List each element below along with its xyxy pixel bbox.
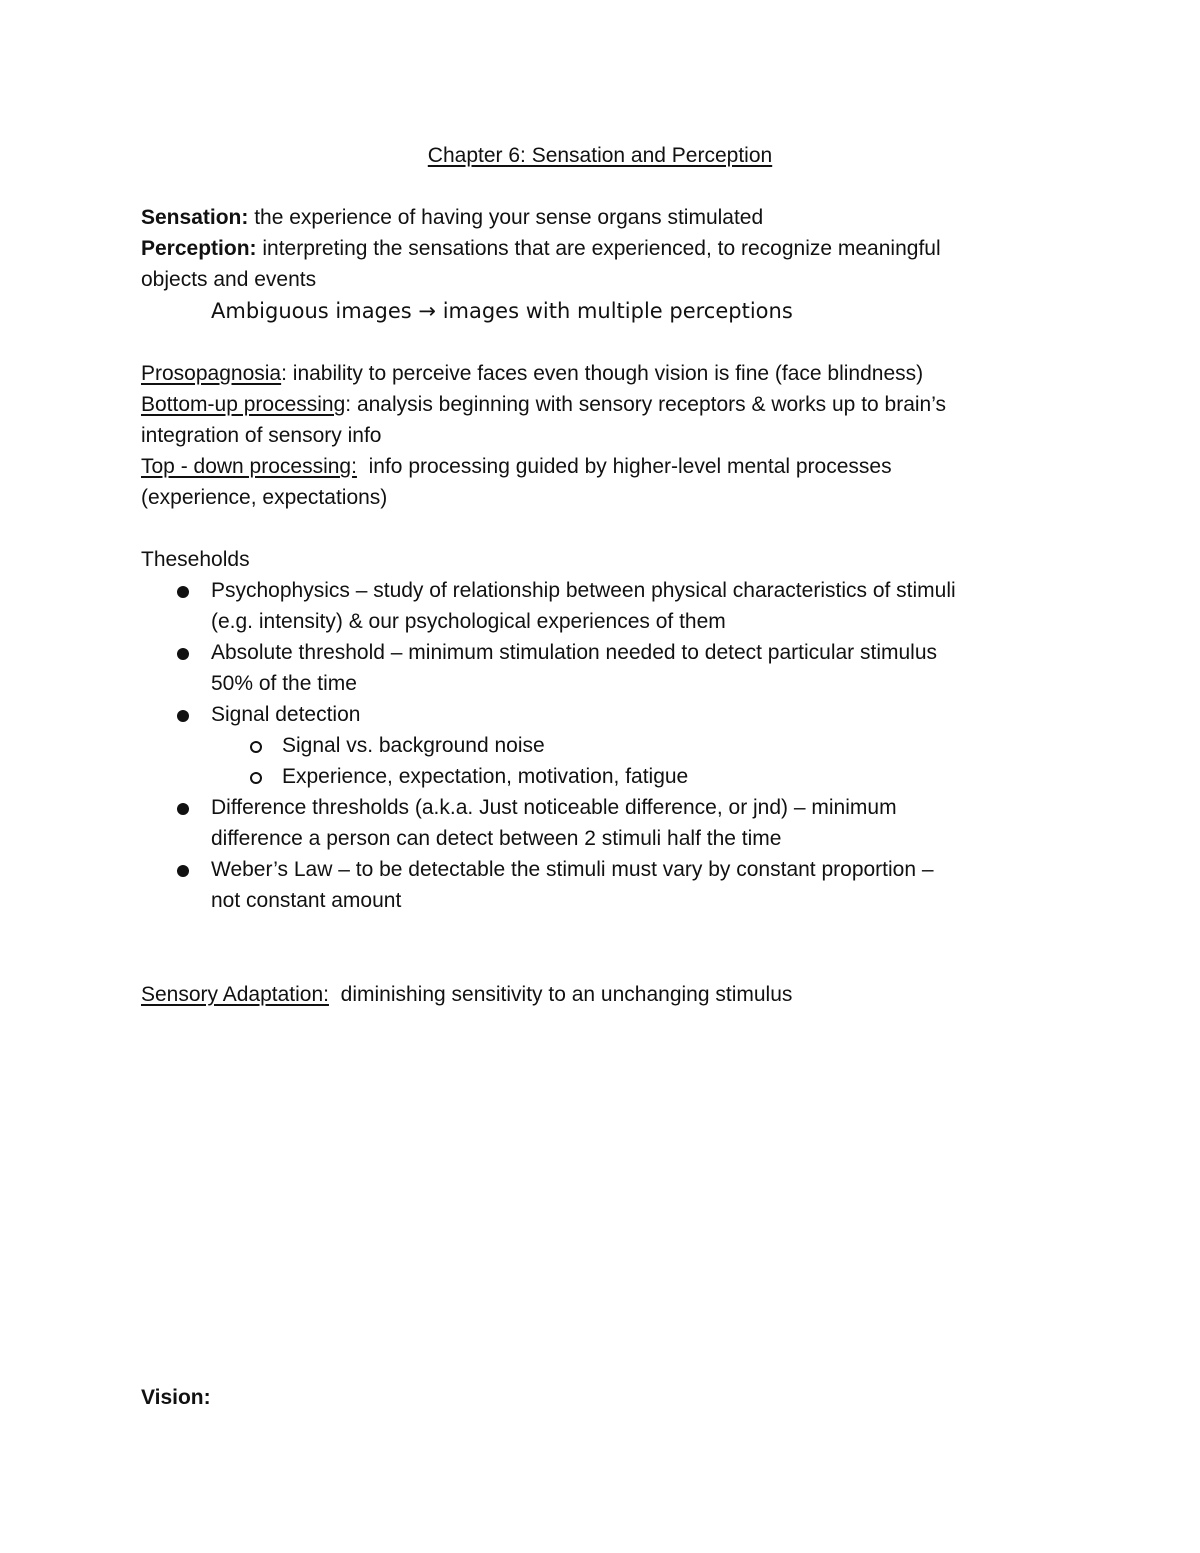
top-down-definition [141,451,892,482]
bottom-up-def-line2: integration of sensory info [141,424,382,447]
perception-definition [141,233,941,264]
bullet-icon [177,710,189,722]
sub-bullet-icon [250,772,262,784]
bottom-up-def-line1: : analysis beginning with sensory receptors & works up to brain’s [345,393,947,416]
bullet-icon [177,865,189,877]
sensory-adaptation-definition [141,979,792,1010]
difference-threshold-line1: Difference thresholds (a.k.a. Just noticeable difference, or jnd) – minimum [211,796,897,819]
ambiguous-images-note: Ambiguous images → images with multiple perceptions [211,299,793,323]
bullet-icon [177,803,189,815]
prosopagnosia-definition [141,358,923,389]
page-title: Chapter 6: Sensation and Perception [427,144,773,167]
bottom-up-definition [141,389,946,420]
absolute-threshold-line1: Absolute threshold – minimum stimulation needed to detect particular stimulus [211,641,938,664]
sensation-def: the experience of having your sense organs stimulated [248,206,764,229]
signal-sub-item-1: Signal vs. background noise [282,734,545,757]
bullet-icon [177,648,189,660]
webers-law-line1: Weber’s Law – to be detectable the stimuli must vary by constant proportion – [211,858,934,881]
sensory-adaptation-term: Sensory Adaptation: [141,983,329,1006]
top-down-def-line2: (experience, expectations) [141,486,388,509]
bottom-up-term: Bottom-up processing [141,393,346,416]
sensation-definition [141,202,763,233]
top-down-term: Top - down processing: [141,455,357,478]
sub-bullet-icon [250,741,262,753]
difference-threshold-line2: difference a person can detect between 2 stimuli half the time [211,827,782,850]
webers-law-line2: not constant amount [211,889,402,912]
sensation-term: Sensation: [141,206,249,229]
absolute-threshold-line2: 50% of the time [211,672,357,695]
vision-heading: Vision: [141,1386,211,1409]
perception-def-line2: objects and events [141,268,317,291]
psychophysics-line1: Psychophysics – study of relationship between physical characteristics of stimuli [211,579,956,602]
prosopagnosia-def: : inability to perceive faces even though vision is fine (face blindness) [281,362,924,385]
psychophysics-line2: (e.g. intensity) & our psychological experiences of them [211,610,726,633]
sensory-adaptation-def: diminishing sensitivity to an unchanging stimulus [328,983,793,1006]
signal-detection: Signal detection [211,703,361,726]
perception-def-line1: interpreting the sensations that are experienced, to recognize meaningful [256,237,941,260]
bullet-icon [177,586,189,598]
thresholds-heading: Theseholds [141,548,250,571]
perception-term: Perception: [141,237,257,260]
signal-sub-item-2: Experience, expectation, motivation, fatigue [282,765,689,788]
prosopagnosia-term: Prosopagnosia [141,362,282,385]
top-down-def-line1: info processing guided by higher-level mental processes [356,455,892,478]
